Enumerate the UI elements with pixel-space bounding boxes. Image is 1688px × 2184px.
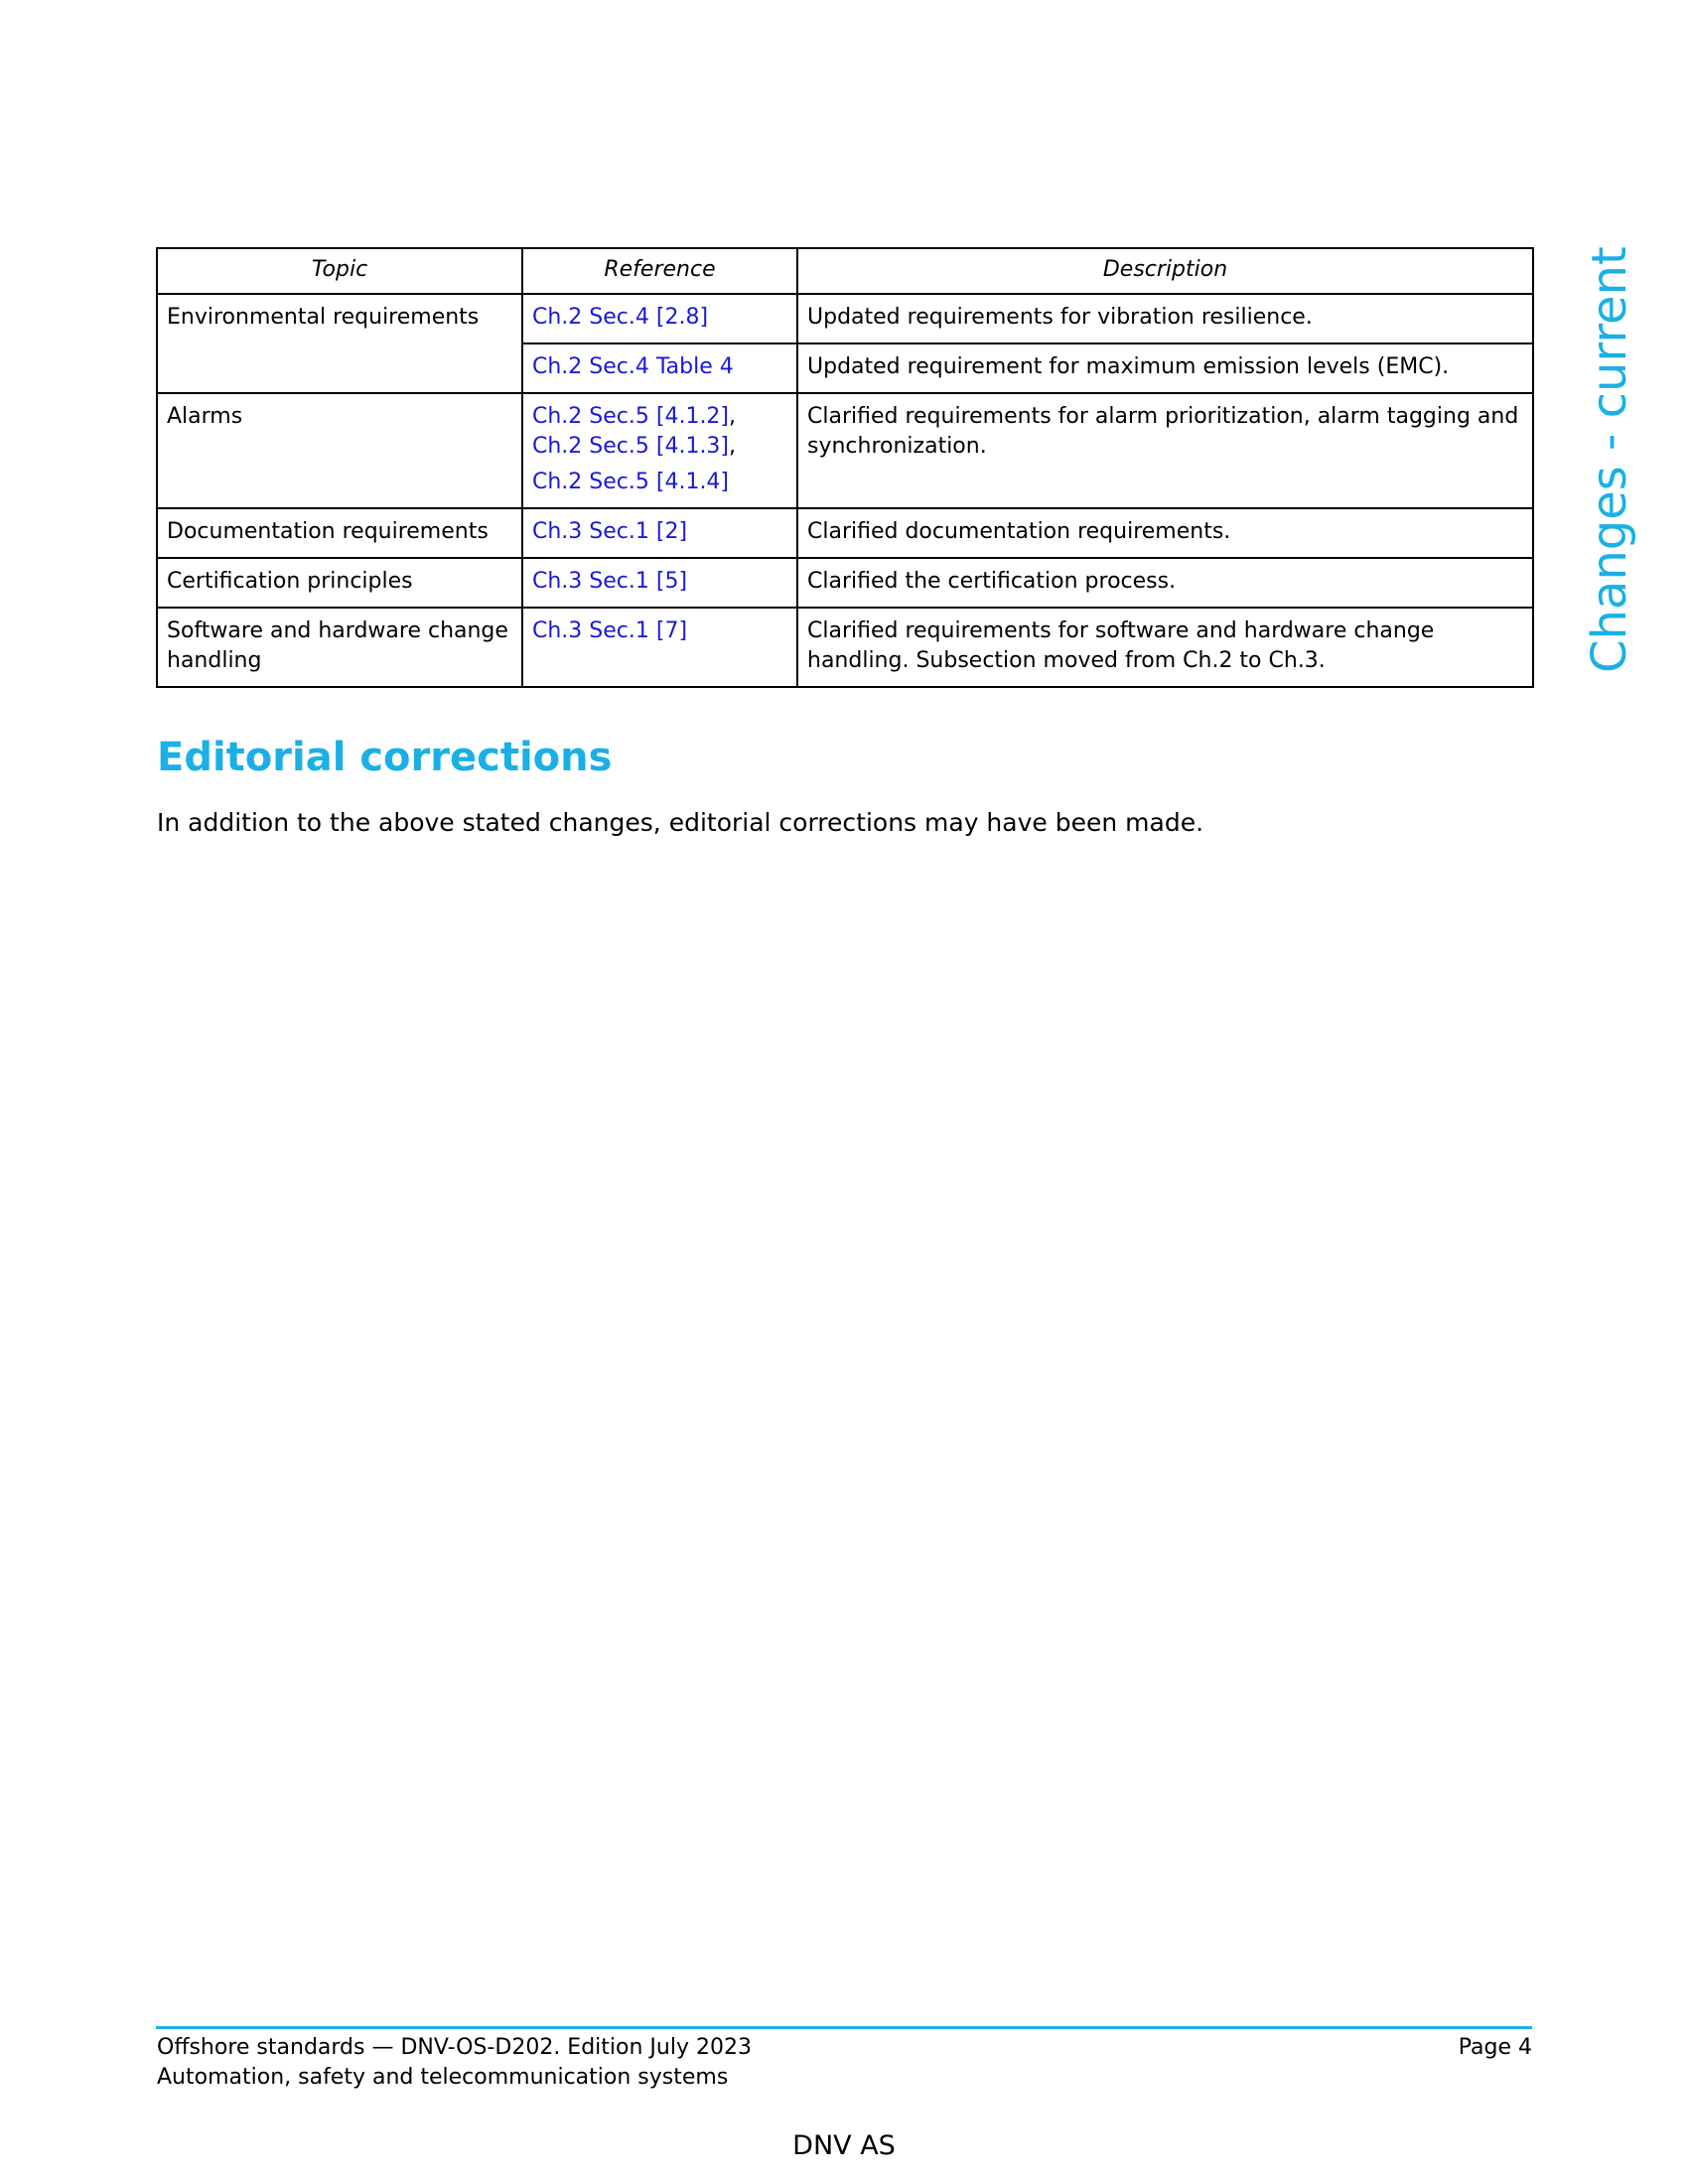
- description-cell: Clarified documentation requirements.: [797, 508, 1533, 558]
- reference-link[interactable]: Ch.3 Sec.1 [5]: [532, 569, 688, 594]
- table-row: [157, 558, 1533, 608]
- reference-link[interactable]: Ch.2 Sec.5 [4.1.2]: [532, 404, 730, 429]
- topic-cell: Certification principles: [157, 558, 522, 608]
- topic-cell: Alarms: [157, 393, 522, 508]
- reference-link[interactable]: Ch.2 Sec.5 [4.1.3]: [532, 434, 730, 459]
- footer-company-name: DNV AS: [792, 2130, 896, 2161]
- reference-cell: [522, 608, 797, 687]
- reference-separator: ,: [729, 404, 737, 429]
- section-paragraph: In addition to the above stated changes, editorial corrections may have been made.: [157, 808, 1204, 837]
- reference-link[interactable]: Ch.2 Sec.4 [2.8]: [532, 305, 709, 330]
- header-topic: Topic: [157, 248, 522, 294]
- reference-separator: ,: [729, 434, 737, 459]
- changes-table: [156, 247, 1534, 688]
- topic-cell: Software and hardware change handling: [157, 608, 522, 687]
- description-cell: Clarified the certification process.: [797, 558, 1533, 608]
- reference-link[interactable]: Ch.2 Sec.4 Table 4: [532, 354, 734, 379]
- reference-link[interactable]: Ch.3 Sec.1 [2]: [532, 519, 688, 544]
- footer-page-number: Page 4: [1458, 2035, 1532, 2060]
- header-description: Description: [797, 248, 1533, 294]
- side-section-label: Changes - current: [1582, 246, 1637, 673]
- table-row: [157, 393, 1533, 508]
- topic-cell: Documentation requirements: [157, 508, 522, 558]
- topic-cell: Environmental requirements: [157, 294, 522, 393]
- table-header-row: [157, 248, 1533, 294]
- table-row: [157, 294, 1533, 343]
- reference-cell: [522, 558, 797, 608]
- reference-cell: [522, 343, 797, 393]
- footer-document-subtitle: Automation, safety and telecommunication systems: [157, 2065, 729, 2090]
- footer-standard-title: Offshore standards — DNV-OS-D202. Edition July 2023: [157, 2035, 752, 2060]
- reference-cell: [522, 294, 797, 343]
- description-cell: Updated requirements for vibration resilience.: [797, 294, 1533, 343]
- reference-cell: [522, 508, 797, 558]
- footer-divider: [156, 2026, 1532, 2029]
- section-heading: Editorial corrections: [157, 735, 613, 780]
- header-reference: Reference: [522, 248, 797, 294]
- table-row: [157, 508, 1533, 558]
- reference-link[interactable]: Ch.2 Sec.5 [4.1.4]: [532, 470, 730, 494]
- description-cell: Clarified requirements for alarm prioritization, alarm tagging and synchronization.: [797, 393, 1533, 508]
- table-row: [157, 608, 1533, 687]
- reference-link[interactable]: Ch.3 Sec.1 [7]: [532, 618, 688, 643]
- description-cell: Updated requirement for maximum emission levels (EMC).: [797, 343, 1533, 393]
- description-cell: Clarified requirements for software and hardware change handling. Subsection moved from Ch.2 to Ch.3.: [797, 608, 1533, 687]
- reference-cell: [522, 393, 797, 508]
